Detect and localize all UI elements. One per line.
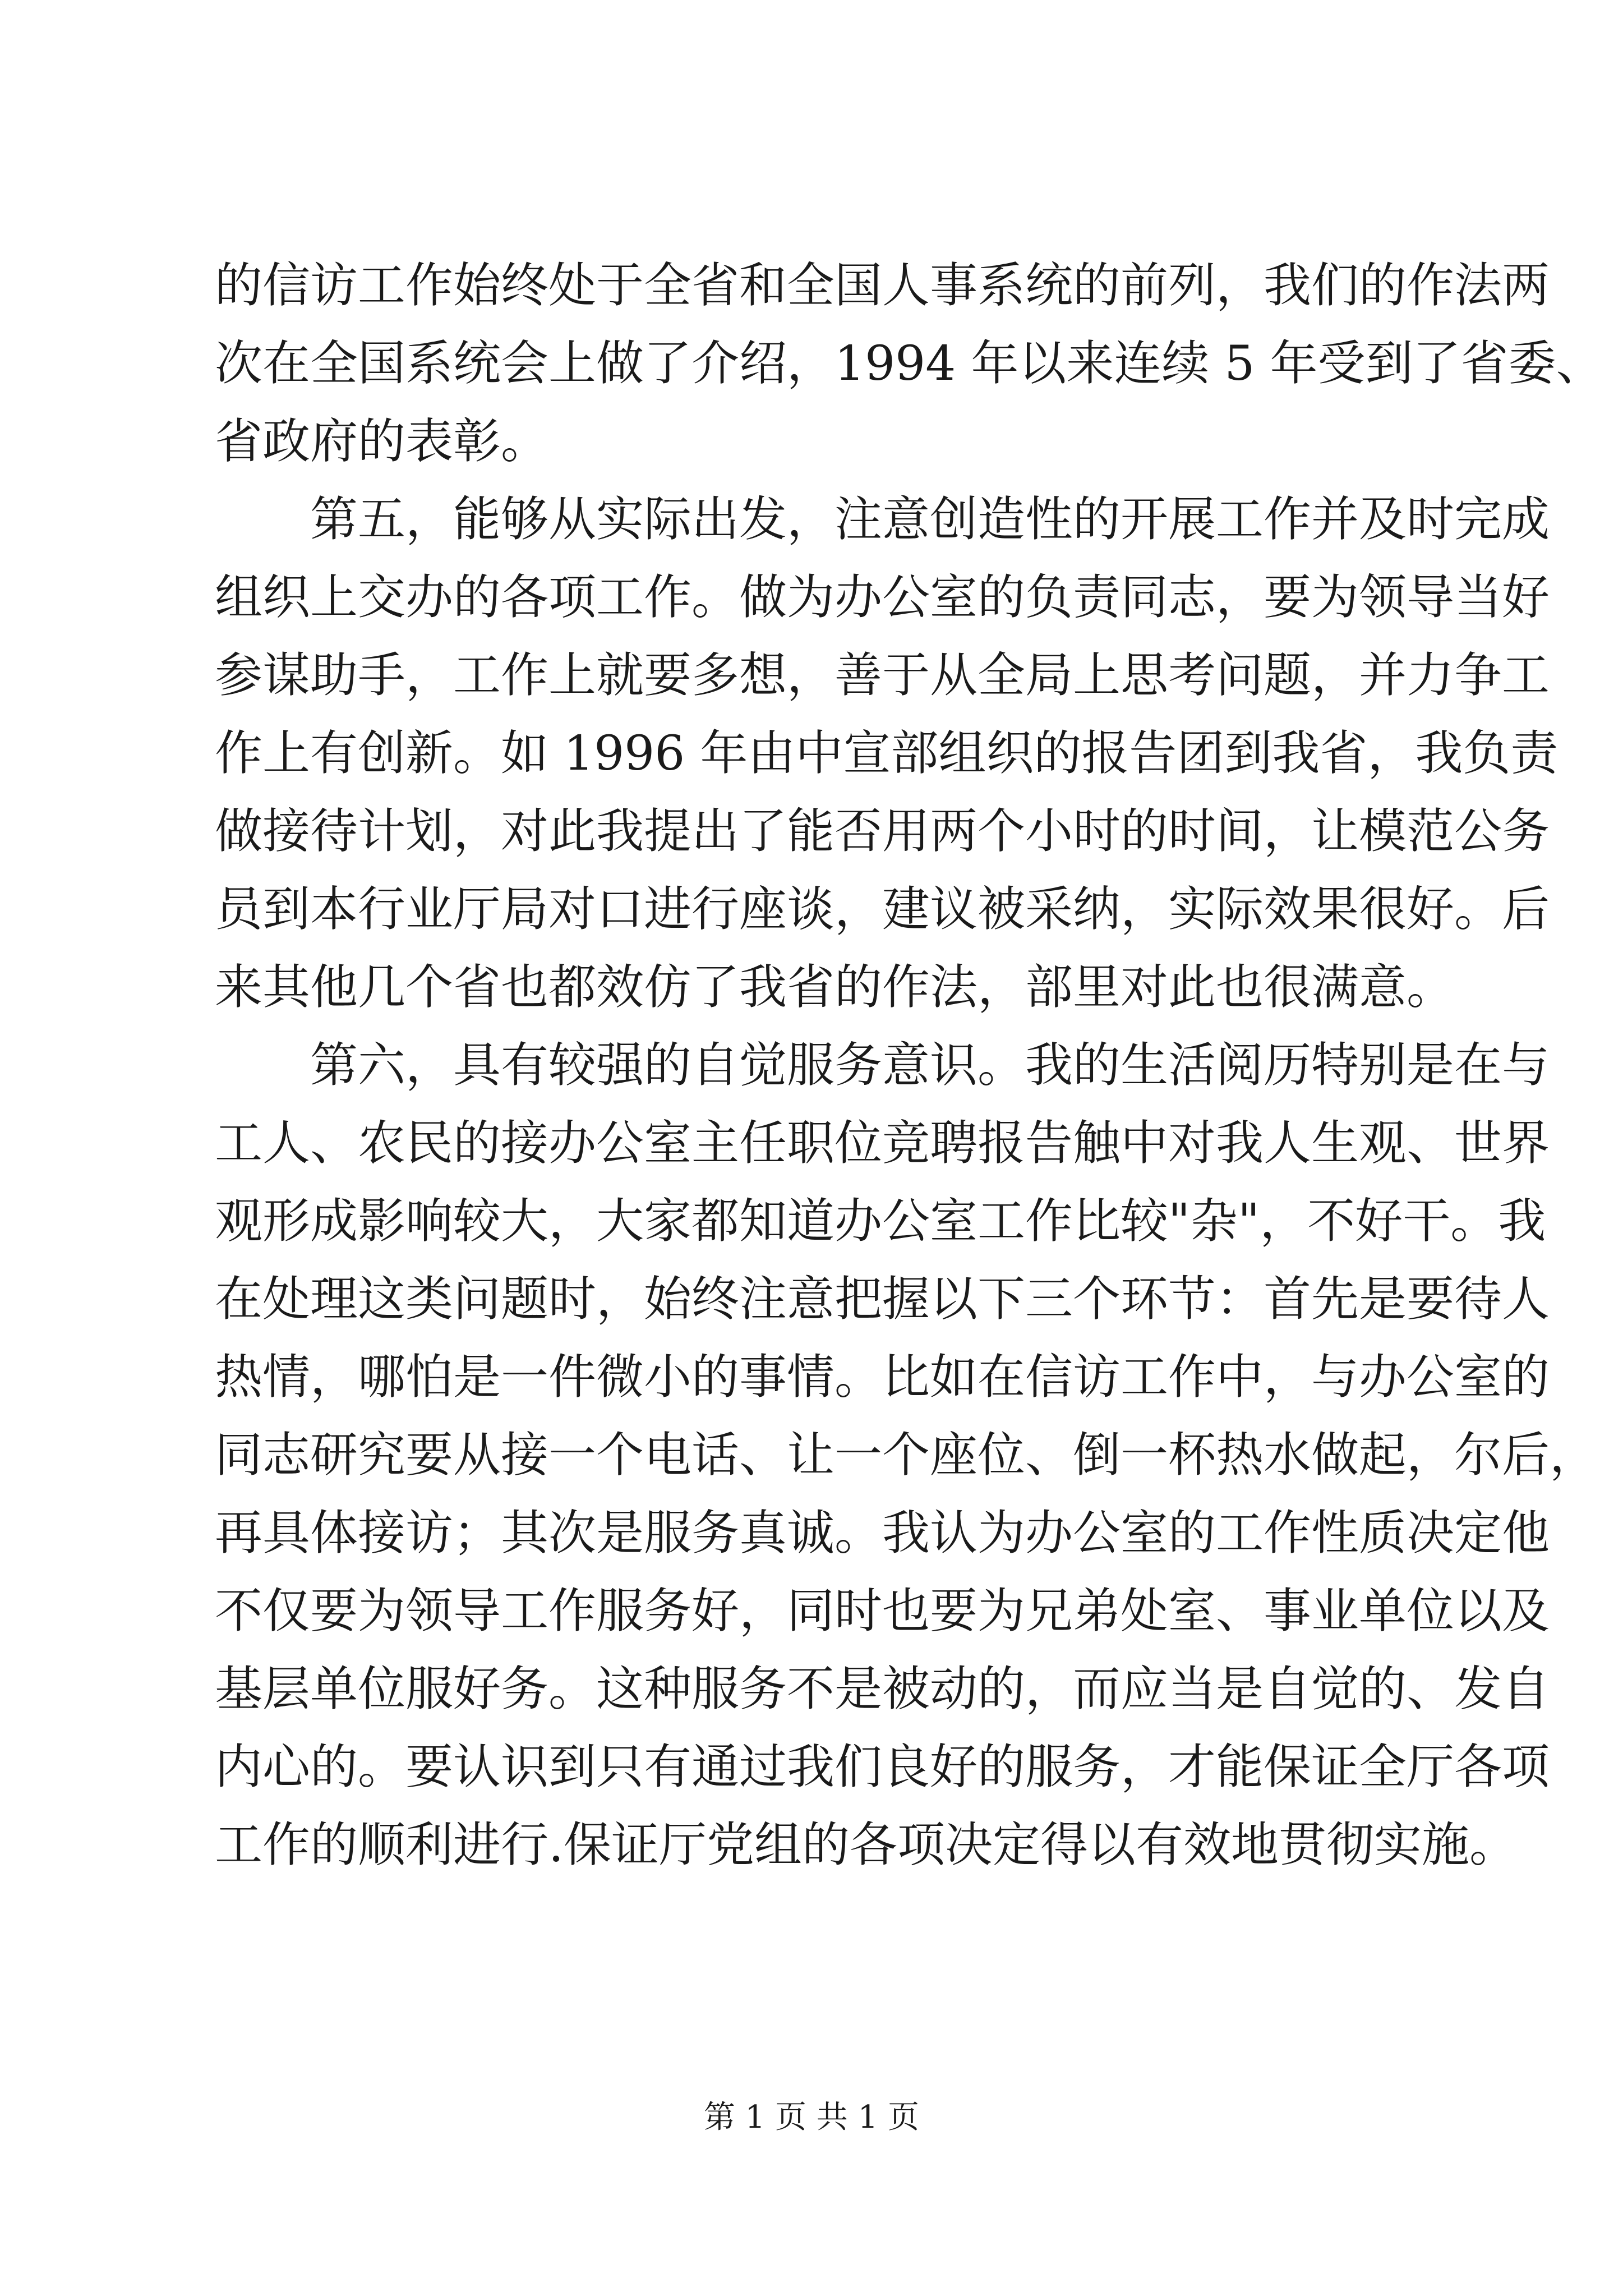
text-line: 次在全国系统会上做了介绍，1994 年以来连续 5 年受到了省委、: [215, 336, 1604, 392]
text-line: 同志研究要从接一个电话、让一个座位、倒一杯热水做起，尔后，: [215, 1428, 1598, 1483]
text-line: 工作的顺利进行.保证厅党组的各项决定得以有效地贯彻实施。: [215, 1818, 1518, 1873]
text-line: 来其他几个省也都效仿了我省的作法，部里对此也很满意。: [215, 960, 1455, 1015]
text-line: 省政府的表彰。: [215, 414, 549, 470]
paragraph-start-line: 第五，能够从实际出发，注意创造性的开展工作并及时完成: [310, 492, 1550, 547]
text-line: 基层单位服好务。这种服务不是被动的，而应当是自觉的、发自: [215, 1662, 1550, 1717]
text-line: 员到本行业厅局对口进行座谈，建议被采纳，实际效果很好。后: [215, 882, 1550, 937]
text-line: 再具体接访；其次是服务真诚。我认为办公室的工作性质决定他: [215, 1506, 1550, 1561]
text-line: 的信访工作始终处于全省和全国人事系统的前列，我们的作法两: [215, 258, 1550, 314]
text-line: 不仅要为领导工作服务好，同时也要为兄弟处室、事业单位以及: [215, 1584, 1550, 1639]
text-line: 组织上交办的各项工作。做为办公室的负责同志，要为领导当好: [215, 570, 1550, 625]
text-line: 工人、农民的接办公室主任职位竞聘报告触中对我人生观、世界: [215, 1116, 1550, 1171]
text-line: 作上有创新。如 1996 年由中宣部组织的报告团到我省，我负责: [215, 726, 1559, 781]
body-text: [215, 247, 1604, 1884]
text-line: 热情，哪怕是一件微小的事情。比如在信访工作中，与办公室的: [215, 1350, 1550, 1405]
text-line: 参谋助手，工作上就要多想，善于从全局上思考问题，并力争工: [215, 648, 1550, 703]
text-line: 观形成影响较大，大家都知道办公室工作比较"杂"，不好干。我: [215, 1194, 1546, 1249]
text-line: 在处理这类问题时，始终注意把握以下三个环节：首先是要待人: [215, 1272, 1550, 1327]
text-line: 内心的。要认识到只有通过我们良好的服务，才能保证全厅各项: [215, 1740, 1550, 1795]
page-footer: 第 1 页 共 1 页: [703, 2099, 920, 2136]
text-line: 做接待计划，对此我提出了能否用两个小时的时间，让模范公务: [215, 804, 1550, 859]
paragraph-start-line: 第六，具有较强的自觉服务意识。我的生活阅历特别是在与: [310, 1038, 1550, 1093]
